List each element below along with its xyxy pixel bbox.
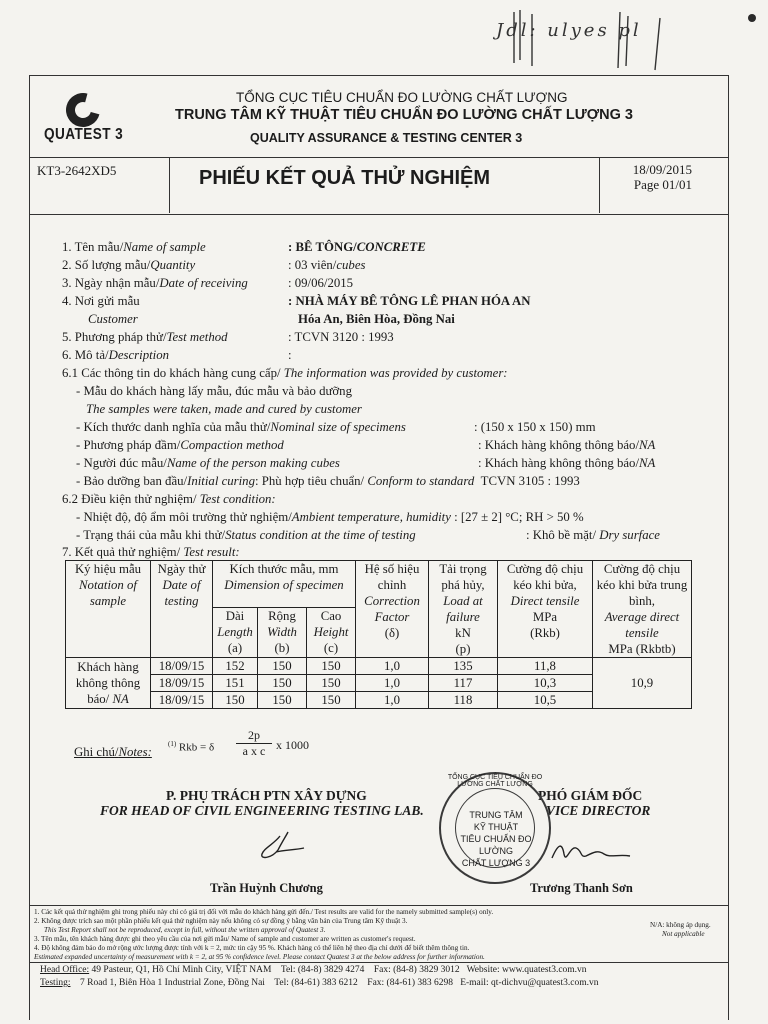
results-table (65, 560, 692, 709)
header-width: Rộng Width (b) (258, 608, 307, 658)
cell-correction: 1,0 (356, 675, 429, 692)
cell-tensile: 10,5 (498, 692, 593, 709)
left-signature-icon (250, 828, 310, 864)
header-dimension: Kích thước mẫu, mm Dimension of specimen (213, 561, 356, 608)
cell-height: 150 (307, 658, 356, 675)
item-4-address: Hóa An, Biên Hòa, Đồng Nai (298, 312, 455, 326)
compaction-label: - Phương pháp đầm/Compaction method (76, 438, 284, 452)
cell-correction: 1,0 (356, 658, 429, 675)
compaction-value: : Khách hàng không thông báo/NA (478, 438, 656, 452)
sec61-heading: 6.1 Các thông tin do khách hàng cung cấp/ The information was provided by customer: (62, 366, 508, 380)
title-separator-right (599, 157, 600, 213)
formula-fraction (236, 728, 272, 759)
cell-length: 150 (213, 692, 258, 709)
table-row (66, 658, 692, 675)
size-label: - Kích thước danh nghĩa của mẫu thử/Nominal size of specimens (76, 420, 406, 434)
item-4-label: 4. Nơi gửi mẫu (62, 294, 140, 308)
footnote-2: 2. Không được trích sao một phần phiếu kết quả thử nghiệm này nếu không có sự đồng ý bằng văn bản của Trung tâm Kỹ thuật 3. (34, 917, 408, 925)
formula-rhs: x 1000 (276, 738, 309, 752)
person-label: - Người đúc mẫu/Name of the person making cubes (76, 456, 340, 470)
page-number: Page 01/01 (633, 177, 692, 192)
item-5-value: : TCVN 3120 : 1993 (288, 330, 394, 344)
left-signer-title: P. PHỤ TRÁCH PTN XÂY DỰNG (166, 788, 367, 803)
report-date-block (633, 162, 692, 192)
title-separator-left (169, 157, 170, 213)
footnote-2-en: This Test Report shall not be reproduced, except in full, without the written approval of Quatest 3. (44, 926, 326, 934)
official-stamp (439, 772, 551, 884)
report-date: 18/09/2015 (632, 162, 692, 177)
item-6-value: : (288, 348, 292, 362)
header-date: Ngày thử Date of testing (151, 561, 213, 658)
sec62-heading: 6.2 Điều kiện thử nghiệm/ Test condition: (62, 492, 276, 506)
header-length: Dài Length (a) (213, 608, 258, 658)
stamp-center-text: TRUNG TÂM KỸ THUẬT TIÊU CHUẨN ĐO LƯỜNG CHẤT LƯỢNG 3 (460, 810, 532, 868)
handwritten-strokes (500, 8, 670, 78)
temperature-line: - Nhiệt độ, độ ẩm môi trường thử nghiệm/Ambient temperature, humidity : [27 ± 2] °C; RH > 50 % (76, 510, 584, 524)
cell-load: 135 (429, 658, 498, 675)
org-line-3: QUALITY ASSURANCE & TESTING CENTER 3 (250, 131, 523, 145)
header-average: Cường độ chịu kéo khi bửa trung bình, Average direct tensile MPa (Rkbtb) (593, 561, 692, 658)
footnote-divider (29, 905, 728, 906)
item-2-value: : 03 viên/cubes (288, 258, 366, 272)
cell-width: 150 (258, 675, 307, 692)
formula-lhs: $^{(1)}$ Rkb = δ (168, 740, 215, 754)
formula-numerator: 2p (248, 728, 260, 742)
person-value: : Khách hàng không thông báo/NA (478, 456, 656, 470)
status-label: - Trạng thái của mẫu khi thử/Status condition at the time of testing (76, 528, 416, 542)
footnote-4: 4. Độ không đảm bảo đo mở rộng ước lượng được tính với k = 2, mức tin cậy 95 %. Khách hàng có thể liên hệ theo địa chỉ dưới để biết thêm thông tin. (34, 944, 470, 952)
cell-height: 150 (307, 692, 356, 709)
cell-average: 10,9 (593, 658, 692, 709)
sec7-heading: 7. Kết quả thử nghiệm/ Test result: (62, 545, 240, 559)
cell-tensile: 11,8 (498, 658, 593, 675)
head-office-row: Head Office: 49 Pasteur, Q1, Hồ Chí Minh City, VIỆT NAM Tel: (84-8) 3829 4274 Fax: (84-8) 3829 3012 Website: www.quatest3.com.vn (40, 965, 587, 975)
table-header-row (66, 561, 692, 608)
testing-row: Testing: 7 Road 1, Biên Hòa 1 Industrial Zone, Đồng Nai Tel: (84-61) 383 6212 Fax: (84-61) 383 6298 E-mail: qt-dichvu@quatest3.com.vn (40, 978, 599, 988)
item-3-value: : 09/06/2015 (288, 276, 354, 290)
formula-denominator: a x c (236, 743, 272, 759)
item-1-label: 1. Tên mẫu/Name of sample (62, 240, 206, 254)
right-signer-title-en: VICE DIRECTOR (546, 803, 651, 818)
size-value: : (150 x 150 x 150) mm (474, 420, 596, 434)
item-1-value: : BÊ TÔNG/CONCRETE (288, 240, 426, 254)
item-5-label: 5. Phương pháp thử/Test method (62, 330, 228, 344)
handwritten-note: Jdl: ulyes pl (496, 20, 642, 41)
right-signer-name: Trương Thanh Sơn (530, 881, 633, 895)
stamp-inner-circle (455, 788, 535, 868)
punch-hole (748, 14, 756, 22)
logo-text: QUATEST 3 (44, 126, 124, 143)
item-4-label-en: Customer (88, 312, 138, 326)
org-line-2: TRUNG TÂM KỸ THUẬT TIÊU CHUẨN ĐO LƯỜNG CHẤT LƯỢNG 3 (175, 107, 633, 123)
report-title: PHIẾU KẾT QUẢ THỬ NGHIỆM (199, 167, 491, 189)
na-note: N/A: không áp dụng. (650, 921, 711, 929)
header-tensile: Cường độ chịu kéo khi bửa, Direct tensile MPa (Rkb) (498, 561, 593, 658)
item-3-label: 3. Ngày nhận mẫu/Date of receiving (62, 276, 248, 290)
sec61-line1: - Mẫu do khách hàng lấy mẫu, đúc mẫu và bảo dưỡng (76, 384, 352, 398)
header-load: Tải trọng phá hủy, Load at failure kN (p) (429, 561, 498, 658)
contact-divider (29, 962, 728, 963)
cell-load: 117 (429, 675, 498, 692)
cell-correction: 1,0 (356, 692, 429, 709)
item-4-value: : NHÀ MÁY BÊ TÔNG LÊ PHAN HÓA AN (288, 294, 531, 308)
cell-length: 151 (213, 675, 258, 692)
right-signer-title: PHÓ GIÁM ĐỐC (538, 788, 643, 803)
item-2-label: 2. Số lượng mẫu/Quantity (62, 258, 196, 272)
na-note-en: Not applicable (662, 930, 705, 938)
cell-height: 150 (307, 675, 356, 692)
cell-width: 150 (258, 692, 307, 709)
curing-line: - Bảo dưỡng ban đầu/Initial curing: Phù hợp tiêu chuẩn/ Conform to standard TCVN 3105 : 1993 (76, 474, 580, 488)
footnote-1: 1. Các kết quả thử nghiệm ghi trong phiếu này chỉ có giá trị đối với mẫu do khách hàng gửi đến./ Test results are valid for the namely submitted sample(s) only. (34, 908, 494, 916)
frame-top-line (29, 75, 728, 76)
title-row (29, 157, 728, 215)
status-value: : Khô bề mặt/ Dry surface (526, 528, 660, 542)
cell-date: 18/09/15 (151, 675, 213, 692)
org-line-1: TỔNG CỤC TIÊU CHUẨN ĐO LƯỜNG CHẤT LƯỢNG (236, 90, 568, 105)
sample-name: Khách hàng không thông báo/ NA (66, 658, 151, 709)
left-signer-title-en: FOR HEAD OF CIVIL ENGINEERING TESTING LAB. (100, 803, 424, 818)
item-6-label: 6. Mô tả/Description (62, 348, 170, 362)
header-height: Cao Height (c) (307, 608, 356, 658)
report-code: KT3-2642XD5 (37, 163, 117, 178)
cell-load: 118 (429, 692, 498, 709)
cell-tensile: 10,3 (498, 675, 593, 692)
sec61-line1-en: The samples were taken, made and cured by customer (86, 402, 362, 416)
right-signature-icon (546, 834, 636, 870)
header-notation: Ký hiệu mẫu Notation of sample (66, 561, 151, 658)
cell-date: 18/09/15 (151, 692, 213, 709)
notes-label: Ghi chú/Notes: (74, 745, 152, 759)
cell-date: 18/09/15 (151, 658, 213, 675)
left-signer-name: Trần Huỳnh Chương (210, 881, 323, 895)
header-correction: Hệ số hiệu chỉnh Correction Factor (δ) (356, 561, 429, 658)
footnote-4-en: Estimated expanded uncertainty of measurement with k = 2, at 95 % confidence level. Please contact Quatest 3 at the below address for further information. (34, 953, 485, 961)
cell-length: 152 (213, 658, 258, 675)
cell-width: 150 (258, 658, 307, 675)
footnote-3: 3. Tên mẫu, tên khách hàng được ghi theo yêu cầu của nơi gửi mẫu/ Name of sample and customer are written as customer's request. (34, 935, 416, 943)
stamp-ring-text: TỔNG CỤC TIÊU CHUẨN ĐO LƯỜNG CHẤT LƯỢNG (447, 774, 543, 788)
